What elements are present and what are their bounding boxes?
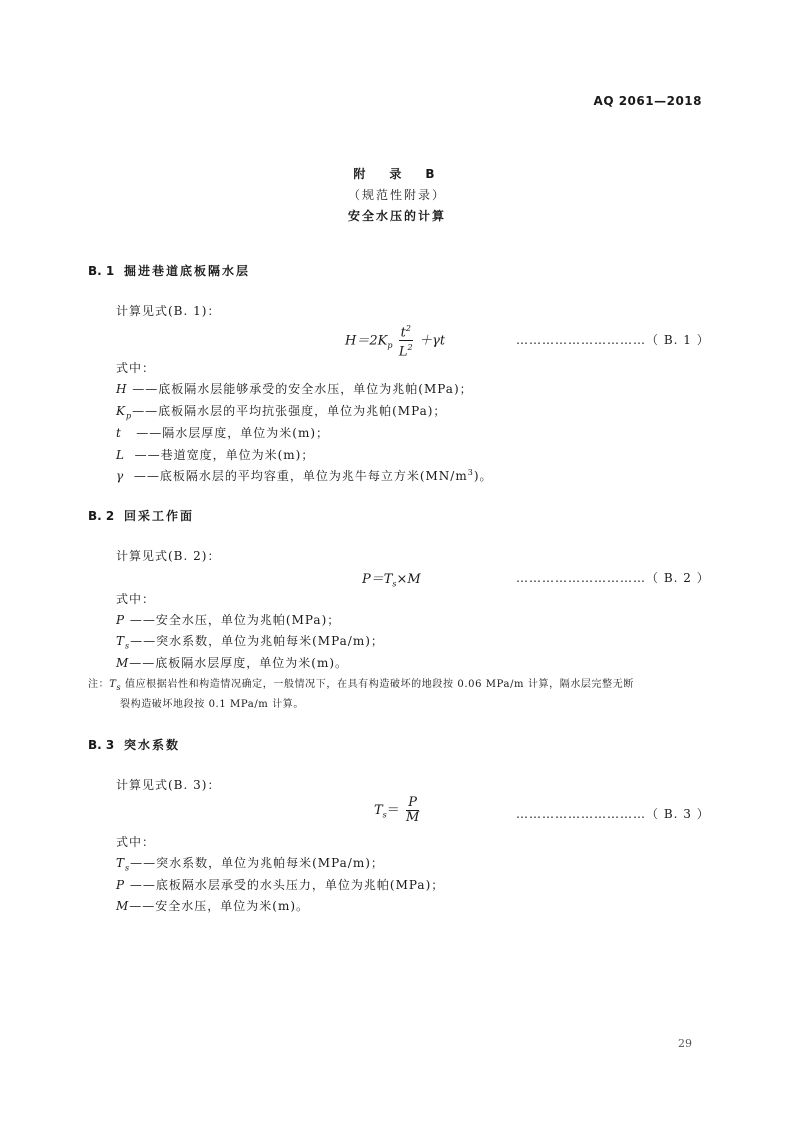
formula-part: ×M bbox=[396, 572, 421, 587]
symbol: M bbox=[116, 656, 130, 670]
b1-intro: 计算见式(B. 1)： bbox=[116, 304, 221, 318]
description-tail: )。 bbox=[473, 469, 493, 483]
b3-var-P bbox=[116, 876, 444, 893]
symbol: t bbox=[116, 426, 122, 440]
section-number: B. 3 bbox=[88, 738, 115, 752]
symbol: T bbox=[116, 634, 126, 648]
fraction bbox=[406, 796, 419, 825]
symbol-sub: p bbox=[125, 411, 133, 421]
b2-where: 式中： bbox=[116, 592, 156, 606]
denominator: M bbox=[405, 810, 420, 825]
b3-where: 式中： bbox=[116, 835, 156, 849]
formula-part: T bbox=[374, 803, 383, 818]
b2-note bbox=[88, 675, 634, 692]
description: ——底板隔水层能够承受的安全水压，单位为兆帕(MPa)； bbox=[132, 382, 473, 396]
description: ——底板隔水层厚度，单位为米(m)。 bbox=[129, 656, 349, 670]
b2-intro: 计算见式(B. 2)： bbox=[116, 549, 221, 563]
formula-sub: p bbox=[387, 340, 393, 350]
symbol: γ bbox=[116, 469, 125, 483]
b2-note-cont: 裂构造破坏地段按 0.1 MPa/m 计算。 bbox=[120, 699, 304, 710]
b3-var-M bbox=[116, 897, 309, 914]
numerator bbox=[399, 322, 413, 341]
description: ——底板隔水层的平均容重，单位为兆牛每立方米(MN/m bbox=[133, 469, 468, 483]
b1-where: 式中： bbox=[116, 361, 156, 375]
symbol: P bbox=[116, 878, 126, 892]
formula-part: P＝T bbox=[362, 572, 393, 587]
note-label: 注： bbox=[88, 679, 110, 690]
equation-number-b3: …………………………（ B. 3 ） bbox=[516, 807, 710, 821]
formula-b3 bbox=[374, 796, 421, 825]
note-text: 值应根据岩性和构造情况确定，一般情况下，在具有构造破坏的地段按 0.06 MPa/m 计算，隔水层完整无断 bbox=[121, 679, 634, 690]
fraction bbox=[399, 322, 413, 360]
numerator: P bbox=[406, 796, 419, 811]
symbol: H bbox=[116, 382, 128, 396]
b2-var-P bbox=[116, 611, 340, 628]
unit-sup: 3 bbox=[467, 468, 474, 477]
b3-intro: 计算见式(B. 3)： bbox=[116, 778, 221, 792]
formula-b1 bbox=[345, 322, 445, 360]
b1-var-gamma bbox=[116, 467, 493, 484]
section-b2-heading bbox=[88, 507, 194, 524]
b1-var-Kp bbox=[116, 402, 446, 420]
appendix-label: 附 录 B bbox=[353, 167, 441, 181]
section-b3-heading bbox=[88, 736, 180, 753]
formula-part: H＝2K bbox=[345, 333, 388, 349]
description: ——隔水层厚度，单位为米(m)； bbox=[136, 426, 330, 440]
den-sup: 2 bbox=[407, 343, 413, 353]
b1-var-t bbox=[116, 424, 329, 441]
symbol: K bbox=[116, 404, 126, 418]
formula-part: ＋γt bbox=[419, 333, 446, 349]
symbol-sub: s bbox=[125, 863, 131, 873]
symbol: M bbox=[116, 899, 130, 913]
formula-b2 bbox=[362, 568, 421, 589]
description: ——突水系数，单位为兆帕每米(MPa/m)； bbox=[130, 856, 384, 870]
document-code: AQ 2061—2018 bbox=[593, 94, 702, 108]
section-title: 回采工作面 bbox=[124, 509, 195, 523]
page-number: 29 bbox=[678, 1037, 692, 1050]
formula-sub: s bbox=[382, 810, 387, 820]
note-sub: s bbox=[116, 683, 122, 692]
symbol-sub: s bbox=[125, 641, 131, 651]
b3-var-Ts bbox=[116, 854, 384, 872]
description: ——突水系数，单位为兆帕每米(MPa/m)； bbox=[130, 634, 384, 648]
symbol: T bbox=[116, 856, 126, 870]
section-b1-heading bbox=[88, 262, 250, 279]
b2-var-Ts bbox=[116, 632, 384, 650]
description: ——巷道宽度，单位为米(m)； bbox=[134, 448, 315, 462]
num-sup: 2 bbox=[405, 324, 411, 333]
description: ——底板隔水层的平均抗张强度，单位为兆帕(MPa)； bbox=[132, 404, 447, 418]
symbol: P bbox=[116, 613, 126, 627]
section-number: B. 2 bbox=[88, 509, 115, 523]
description: ——安全水压，单位为米(m)。 bbox=[129, 899, 310, 913]
den-var: L bbox=[398, 344, 408, 360]
num-var: t bbox=[400, 325, 406, 341]
b1-var-H bbox=[116, 380, 473, 397]
denominator bbox=[399, 341, 413, 359]
equation-number-b1: …………………………（ B. 1 ） bbox=[516, 333, 710, 347]
b1-var-L bbox=[116, 446, 314, 463]
symbol: L bbox=[116, 448, 125, 462]
formula-sub: s bbox=[392, 579, 397, 589]
section-title: 突水系数 bbox=[124, 738, 181, 752]
section-number: B. 1 bbox=[88, 264, 115, 278]
appendix-type: （规范性附录） bbox=[347, 188, 446, 202]
appendix-title: 安全水压的计算 bbox=[347, 209, 446, 223]
formula-eq: ＝ bbox=[386, 803, 400, 818]
b2-var-M bbox=[116, 654, 348, 671]
note-symbol: T bbox=[109, 679, 117, 690]
description: ——安全水压，单位为兆帕(MPa)； bbox=[129, 613, 341, 627]
section-title: 掘进巷道底板隔水层 bbox=[124, 264, 251, 278]
equation-number-b2: …………………………（ B. 2 ） bbox=[516, 571, 710, 585]
description: ——底板隔水层承受的水头压力，单位为兆帕(MPa)； bbox=[129, 878, 445, 892]
